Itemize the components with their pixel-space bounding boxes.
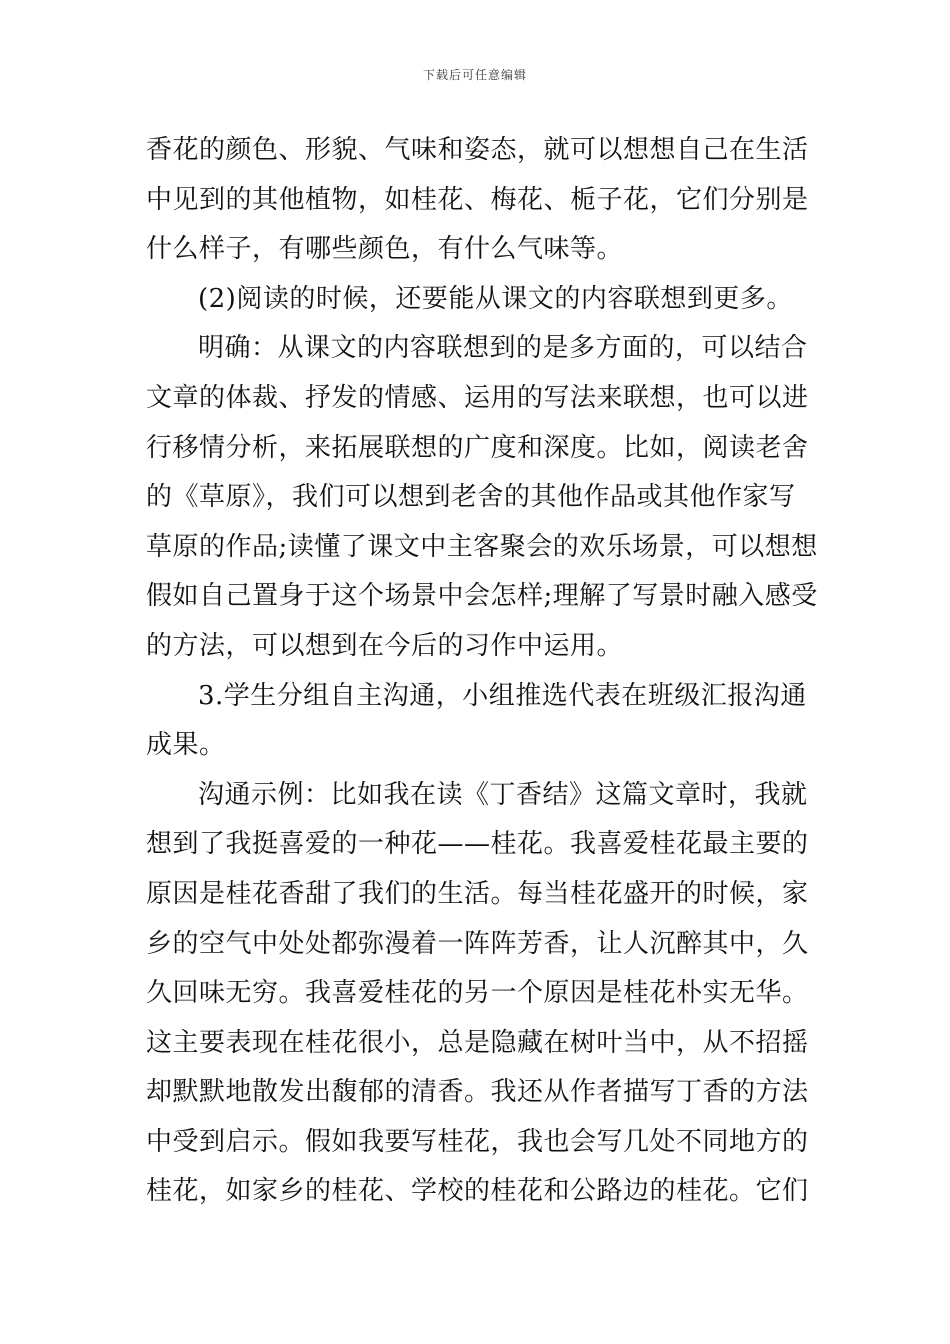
text-line: 想到了我挺喜爱的一种花——桂花。我喜爱桂花最主要的 <box>146 829 809 860</box>
text-line: 3.学生分组自主沟通，小组推选代表在班级汇报沟通 <box>198 680 807 711</box>
text-line: (2)阅读的时候，还要能从课文的内容联想到更多。 <box>198 283 793 314</box>
text-line: 香花的颜色、形貌、气味和姿态，就可以想想自己在生活 <box>146 135 809 165</box>
text-line: 乡的空气中处处都弥漫着一阵阵芳香，让人沉醉其中，久 <box>146 928 809 959</box>
text-line: 却默默地散发出馥郁的清香。我还从作者描写丁香的方法 <box>146 1077 809 1108</box>
text-line: 的《草原》，我们可以想到老舍的其他作品或其他作家写 <box>146 482 796 513</box>
text-line: 假如自己置身于这个场景中会怎样;理解了写景时融入感受 <box>146 581 818 612</box>
text-line: 这主要表现在桂花很小，总是隐藏在树叶当中，从不招摇 <box>146 1027 809 1058</box>
text-line: 沟通示例：比如我在读《丁香结》这篇文章时，我就 <box>198 779 808 810</box>
text-line: 的方法，可以想到在今后的习作中运用。 <box>146 630 624 661</box>
document-body <box>146 126 818 1217</box>
text-line: 行移情分析，来拓展联想的广度和深度。比如，阅读老舍 <box>146 432 809 463</box>
text-line: 明确：从课文的内容联想到的是多方面的，可以结合 <box>198 333 808 364</box>
text-line: 成果。 <box>146 730 226 761</box>
text-line: 久回味无穷。我喜爱桂花的另一个原因是桂花朴实无华。 <box>146 978 809 1009</box>
text-line: 草原的作品;读懂了课文中主客聚会的欢乐场景，可以想想 <box>146 531 818 562</box>
text-line: 原因是桂花香甜了我们的生活。每当桂花盛开的时候，家 <box>146 878 809 909</box>
text-line: 中受到启示。假如我要写桂花，我也会写几处不同地方的 <box>146 1126 809 1157</box>
text-line: 桂花，如家乡的桂花、学校的桂花和公路边的桂花。它们 <box>146 1176 809 1207</box>
page-header-note: 下载后可任意编辑 <box>422 68 527 82</box>
text-line: 什么样子，有哪些颜色，有什么气味等。 <box>146 234 624 265</box>
text-line: 文章的体裁、抒发的情感、运用的写法来联想，也可以进 <box>146 382 809 413</box>
text-line: 中见到的其他植物，如桂花、梅花、栀子花，它们分别是 <box>146 184 809 215</box>
